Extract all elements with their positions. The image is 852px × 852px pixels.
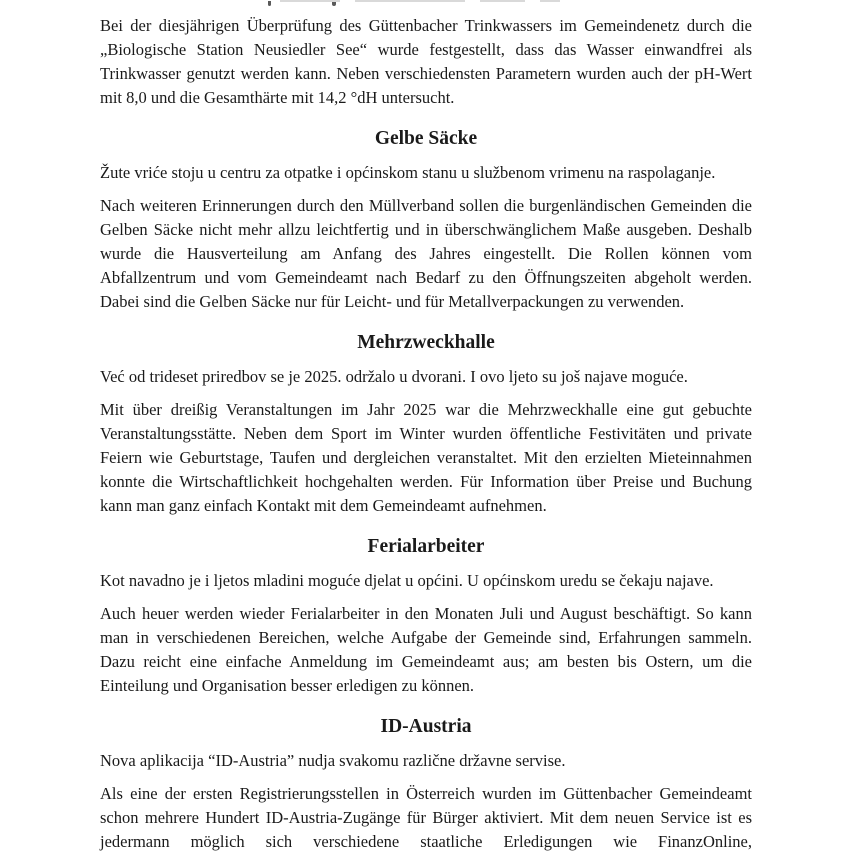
heading-mehrzweckhalle: Mehrzweckhalle [357, 332, 495, 353]
lead-gelbe-saecke: Žute vriće stoju u centru za otpatke i općinskom stanu u službenom vrimenu na raspolaganje. [100, 163, 716, 182]
heading-id-austria: ID-Austria [380, 716, 472, 737]
heading-gelbe-saecke: Gelbe Säcke [374, 128, 478, 149]
paragraph-gelbe-saecke: Nach weiteren Erinnerungen durch den Müllverband sollen die burgenländischen Gemeinden die Gelben Säcke nicht mehr allzu leichtfertig und in überschwänglichem Maße ausgeben. Deshalb wurde die Hausverteilung am Anfang des Jahres eingestellt. Die Rollen können vom Abfallzentrum und vom Gemeindeamt nach Bedarf zu den Öffnungszeiten abgeholt werden. Dabei sind die Gelben Säcke nur für Leicht- und für Metallverpackungen zu verwenden. [100, 196, 752, 311]
heading-ferialarbeiter: Ferialarbeiter [367, 536, 485, 557]
descender-mark [268, 1, 271, 6]
lead-ferialarbeiter: Kot navadno je i ljetos mladini moguće djelat u općini. U općinskom uredu se čekaju najave. [100, 571, 714, 590]
clipped-text-smudge [480, 0, 525, 2]
clipped-text-smudge [280, 0, 340, 2]
lead-id-austria: Nova aplikacija “ID-Austria” nudja svakomu različne državne servise. [100, 751, 566, 770]
paragraph-mehrzweckhalle: Mit über dreißig Veranstaltungen im Jahr 2025 war die Mehrzweckhalle eine gut gebuchte Veranstaltungsstätte. Neben dem Sport im Winter wurden öffentliche Festivitäten und private Feiern wie Geburtstage, Taufen und dergleichen veranstaltet. Mit den erzielten Mieteinnahmen konnte die Wirtschaftlichkeit hochgehalten werden. Für Information über Preise und Buchung kann man ganz einfach Kontakt mit dem Gemeindeamt aufnehmen. [100, 400, 752, 515]
paragraph-id-austria: Als eine der ersten Registrierungsstellen in Österreich wurden im Güttenbacher Gemeindeamt schon mehrere Hundert ID-Austria-Zugänge für Bürger aktiviert. Mit dem neuen Service ist es jedermann möglich sich verschiedene staatliche Erledigungen wie FinanzOnline, [100, 784, 752, 851]
clipped-line-top [100, 0, 752, 6]
clipped-text-smudge [355, 0, 465, 2]
lead-mehrzweckhalle: Već od trideset priredbov se je 2025. održalo u dvorani. I ovo ljeto su još najave moguće. [100, 367, 688, 386]
clipped-text-smudge [540, 0, 560, 2]
text-column [100, 0, 752, 852]
paragraph-ferialarbeiter: Auch heuer werden wieder Ferialarbeiter in den Monaten Juli und August beschäftigt. So kann man in verschiedenen Bereichen, welche Aufgabe der Gemeinde sind, Erfahrungen sammeln. Dazu reicht eine einfache Anmeldung im Gemeindeamt aus; am besten bis Ostern, um die Einteilung und Organisation besser erledigen zu können. [100, 604, 752, 695]
paragraph-trinkwasser: Bei der diesjährigen Überprüfung des Güttenbacher Trinkwassers im Gemeindenetz durch die „Biologische Station Neusiedler See“ wurde festgestellt, dass das Wasser einwandfrei als Trinkwasser genutzt werden kann. Neben verschiedensten Parametern wurden auch der pH-Wert mit 8,0 und die Gesamthärte mit 14,2 °dH untersucht. [100, 16, 752, 107]
